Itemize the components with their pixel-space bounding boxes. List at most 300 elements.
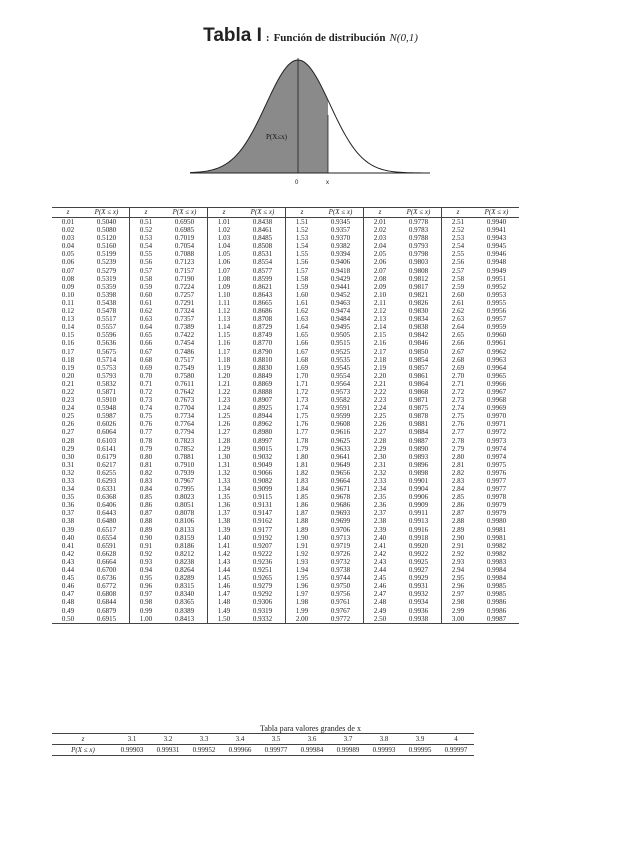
- z-cell: 1.70: [286, 372, 319, 380]
- table-row: [52, 566, 519, 574]
- p-cell: 0.9382: [330, 242, 351, 251]
- p-cell: 0.9850: [408, 347, 429, 356]
- p-cell: 0.8599: [252, 274, 273, 283]
- p-cell: 0.9778: [408, 218, 429, 226]
- p-cell: 0.8944: [252, 412, 273, 421]
- z-cell: 1.47: [208, 590, 241, 598]
- z-cell: 2.31: [364, 461, 397, 469]
- p-cell: 0.8531: [252, 250, 273, 259]
- p-cell: 0.8830: [252, 363, 273, 372]
- p-cell: 0.5557: [96, 323, 117, 332]
- p-cell: 0.9177: [252, 525, 273, 534]
- z-cell: 0.76: [130, 420, 163, 428]
- p-cell: 0.9984: [486, 574, 507, 583]
- p-cell: 0.9772: [330, 614, 351, 623]
- p-cell: 0.9608: [330, 420, 351, 429]
- p-cell: 0.9938: [408, 614, 429, 623]
- p-cell: 0.5793: [96, 371, 117, 380]
- large-values-p-row: [52, 745, 474, 756]
- p-cell: 0.5753: [96, 363, 117, 372]
- z-cell: 2.81: [442, 461, 475, 469]
- large-p-cell: 0.99903: [120, 746, 144, 754]
- z-cell: 2.78: [442, 437, 475, 445]
- p-cell: 0.9783: [408, 226, 429, 235]
- p-cell: 0.9830: [408, 307, 429, 316]
- z-cell: 1.10: [208, 291, 241, 299]
- p-cell: 0.6179: [96, 452, 117, 461]
- p-cell: 0.9719: [330, 541, 351, 550]
- p-cell: 0.7486: [174, 347, 195, 356]
- z-cell: 1.53: [286, 234, 319, 242]
- p-cell: 0.9953: [486, 290, 507, 299]
- p-cell: 0.5359: [96, 282, 117, 291]
- p-cell: 0.9452: [330, 290, 351, 299]
- z-cell: 0.38: [61, 517, 75, 526]
- p-cell: 0.9969: [486, 404, 507, 413]
- p-cell: 0.9934: [408, 598, 429, 607]
- z-cell: 2.57: [442, 267, 475, 275]
- z-cell: 0.84: [130, 485, 163, 493]
- z-cell: 1.93: [286, 558, 319, 566]
- z-cell: 0.05: [61, 250, 75, 259]
- z-cell: 1.54: [286, 242, 319, 250]
- z-cell: 1.95: [286, 574, 319, 582]
- z-cell: 2.17: [364, 348, 397, 356]
- z-cell: 0.02: [61, 226, 75, 235]
- z-cell: 0.65: [130, 331, 163, 339]
- large-p-cell: 0.99931: [156, 746, 180, 754]
- header-p: P(X ≤ x): [240, 208, 286, 218]
- p-cell: 0.8980: [252, 428, 273, 437]
- z-cell: 1.59: [286, 283, 319, 291]
- p-cell: 0.9976: [486, 468, 507, 477]
- z-cell: 2.86: [442, 501, 475, 509]
- z-cell: 1.66: [286, 339, 319, 347]
- z-cell: 1.20: [208, 372, 241, 380]
- p-cell: 0.9686: [330, 501, 351, 510]
- z-cell: 2.35: [364, 493, 397, 501]
- z-cell: 1.78: [286, 437, 319, 445]
- z-cell: 0.63: [130, 315, 163, 323]
- z-cell: 0.96: [130, 582, 163, 590]
- p-cell: 0.6664: [96, 557, 117, 566]
- z-cell: 0.72: [130, 388, 163, 396]
- z-cell: 1.81: [286, 461, 319, 469]
- p-cell: 0.5438: [96, 298, 117, 307]
- z-cell: 0.34: [61, 485, 75, 494]
- p-cell: 0.6026: [96, 420, 117, 429]
- z-cell: 3.00: [442, 615, 475, 624]
- p-cell: 0.9971: [486, 420, 507, 429]
- z-cell: 0.92: [130, 550, 163, 558]
- p-cell: 0.9049: [252, 460, 273, 469]
- p-cell: 0.9474: [330, 307, 351, 316]
- z-cell: 0.16: [61, 339, 75, 348]
- z-cell: 2.55: [442, 250, 475, 258]
- p-cell: 0.5987: [96, 412, 117, 421]
- z-cell: 0.61: [130, 299, 163, 307]
- p-cell: 0.9981: [486, 533, 507, 542]
- z-cell: 2.47: [364, 590, 397, 598]
- z-cell: 1.60: [286, 291, 319, 299]
- p-cell: 0.9756: [330, 590, 351, 599]
- p-cell: 0.8790: [252, 347, 273, 356]
- z-cell: 0.79: [130, 445, 163, 453]
- table-row: [52, 493, 519, 501]
- z-cell: 2.50: [364, 615, 397, 624]
- header-z: z: [364, 208, 397, 218]
- z-cell: 2.48: [364, 598, 397, 606]
- p-cell: 0.5199: [96, 250, 117, 259]
- z-cell: 1.02: [208, 226, 241, 234]
- p-cell: 0.9884: [408, 428, 429, 437]
- p-cell: 0.9649: [330, 460, 351, 469]
- p-cell: 0.6628: [96, 549, 117, 558]
- p-cell: 0.8888: [252, 387, 273, 396]
- table-row: [52, 428, 519, 436]
- z-cell: 1.69: [286, 364, 319, 372]
- p-cell: 0.9946: [486, 250, 507, 259]
- table-row: [52, 275, 519, 283]
- z-cell: 1.80: [286, 453, 319, 461]
- z-cell: 1.85: [286, 493, 319, 501]
- z-cell: 1.15: [208, 331, 241, 339]
- table-row: [52, 477, 519, 485]
- z-cell: 2.10: [364, 291, 397, 299]
- z-cell: 0.35: [61, 493, 75, 502]
- table-row: [52, 526, 519, 534]
- z-cell: 0.11: [62, 298, 74, 307]
- z-cell: 2.64: [442, 323, 475, 331]
- z-cell: 0.58: [130, 275, 163, 283]
- z-cell: 2.90: [442, 534, 475, 542]
- z-cell: 2.22: [364, 388, 397, 396]
- z-cell: 0.10: [61, 290, 75, 299]
- p-cell: 0.8389: [174, 606, 195, 615]
- p-cell: 0.6950: [174, 218, 195, 226]
- header-z: z: [208, 208, 241, 218]
- z-cell: 2.71: [442, 380, 475, 388]
- p-cell: 0.9881: [408, 420, 429, 429]
- large-p-cell: 0.99952: [192, 746, 216, 754]
- z-cell: 0.22: [61, 387, 75, 396]
- p-cell: 0.9641: [330, 452, 351, 461]
- z-cell: 0.80: [130, 453, 163, 461]
- z-cell: 1.18: [208, 356, 241, 364]
- z-cell: 0.26: [61, 420, 75, 429]
- p-cell: 0.9535: [330, 355, 351, 364]
- p-cell: 0.8643: [252, 290, 273, 299]
- header-p: P(X ≤ x): [474, 208, 519, 218]
- p-cell: 0.8078: [174, 509, 195, 518]
- p-cell: 0.9982: [486, 541, 507, 550]
- z-cell: 1.43: [208, 558, 241, 566]
- z-cell: 1.88: [286, 517, 319, 525]
- p-cell: 0.8686: [252, 307, 273, 316]
- z-cell: 1.79: [286, 445, 319, 453]
- p-cell: 0.9963: [486, 355, 507, 364]
- header-p: P(X ≤ x): [162, 208, 208, 218]
- p-cell: 0.8106: [174, 517, 195, 526]
- p-cell: 0.9964: [486, 363, 507, 372]
- z-cell: 1.84: [286, 485, 319, 493]
- p-cell: 0.9418: [330, 266, 351, 275]
- p-cell: 0.9952: [486, 282, 507, 291]
- table-row: [52, 323, 519, 331]
- p-cell: 0.9803: [408, 258, 429, 267]
- p-cell: 0.8621: [252, 282, 273, 291]
- z-cell: 0.69: [130, 364, 163, 372]
- p-cell: 0.9967: [486, 387, 507, 396]
- p-cell: 0.9834: [408, 315, 429, 324]
- z-cell: 1.76: [286, 420, 319, 428]
- z-cell: 1.97: [286, 590, 319, 598]
- table-row: [52, 420, 519, 428]
- p-cell: 0.9633: [330, 444, 351, 453]
- p-cell: 0.7611: [175, 379, 194, 388]
- z-cell: 1.68: [286, 356, 319, 364]
- p-cell: 0.8212: [174, 549, 195, 558]
- z-cell: 2.89: [442, 526, 475, 534]
- z-cell: 1.49: [208, 607, 241, 615]
- p-cell: 0.9918: [408, 533, 429, 542]
- p-cell: 0.9904: [408, 485, 429, 494]
- z-cell: 1.75: [286, 412, 319, 420]
- z-cell: 1.11: [208, 299, 241, 307]
- z-cell: 1.86: [286, 501, 319, 509]
- p-cell: 0.9726: [330, 549, 351, 558]
- z-cell: 2.51: [442, 218, 475, 227]
- table-row: [52, 509, 519, 517]
- p-cell: 0.9441: [330, 282, 351, 291]
- table-row: [52, 501, 519, 509]
- p-cell: 0.9986: [486, 598, 507, 607]
- p-cell: 0.9981: [486, 525, 507, 534]
- table-row: [52, 534, 519, 542]
- z-cell: 1.62: [286, 307, 319, 315]
- z-cell: 2.72: [442, 388, 475, 396]
- p-cell: 0.6591: [96, 541, 117, 550]
- z-cell: 1.06: [208, 258, 241, 266]
- z-cell: 0.44: [61, 566, 75, 575]
- p-cell: 0.6331: [96, 485, 117, 494]
- z-cell: 0.30: [61, 452, 75, 461]
- z-cell: 1.34: [208, 485, 241, 493]
- p-cell: 0.5714: [96, 355, 117, 364]
- p-cell: 0.9842: [408, 331, 429, 340]
- p-cell: 0.9429: [330, 274, 351, 283]
- p-cell: 0.9878: [408, 412, 429, 421]
- z-cell: 1.73: [286, 396, 319, 404]
- p-cell: 0.7157: [174, 266, 195, 275]
- p-cell: 0.9732: [330, 557, 351, 566]
- p-cell: 0.9929: [408, 574, 429, 583]
- z-cell: 2.58: [442, 275, 475, 283]
- p-cell: 0.5120: [96, 234, 117, 243]
- large-values-p-label: P(X ≤ x): [71, 746, 95, 754]
- p-cell: 0.9015: [252, 444, 273, 453]
- z-cell: 1.09: [208, 283, 241, 291]
- z-cell: 1.67: [286, 348, 319, 356]
- table-row: [52, 348, 519, 356]
- table-row: [52, 582, 519, 590]
- p-cell: 0.9147: [252, 509, 273, 518]
- p-cell: 0.9838: [408, 323, 429, 332]
- p-cell: 0.9505: [330, 331, 351, 340]
- p-cell: 0.9896: [408, 460, 429, 469]
- p-cell: 0.5675: [96, 347, 117, 356]
- z-cell: 2.19: [364, 364, 397, 372]
- p-cell: 0.9066: [252, 468, 273, 477]
- z-cell: 2.80: [442, 453, 475, 461]
- p-cell: 0.9985: [486, 590, 507, 599]
- p-cell: 0.9131: [252, 501, 273, 510]
- z-cell: 0.39: [61, 525, 75, 534]
- z-cell: 0.13: [61, 315, 75, 324]
- p-cell: 0.6064: [96, 428, 117, 437]
- p-cell: 0.7852: [174, 444, 195, 453]
- p-cell: 0.7389: [174, 323, 195, 332]
- p-cell: 0.9812: [408, 274, 429, 283]
- z-cell: 2.16: [364, 339, 397, 347]
- p-cell: 0.9192: [252, 533, 273, 542]
- p-cell: 0.7734: [174, 412, 195, 421]
- z-cell: 1.50: [208, 615, 241, 624]
- z-cell: 2.30: [364, 453, 397, 461]
- p-cell: 0.8577: [252, 266, 273, 275]
- p-cell: 0.9887: [408, 436, 429, 445]
- p-cell: 0.9948: [486, 258, 507, 267]
- table-row: [52, 574, 519, 582]
- z-cell: 2.79: [442, 445, 475, 453]
- p-cell: 0.9979: [486, 509, 507, 518]
- p-cell: 0.9319: [252, 606, 273, 615]
- p-cell: 0.8365: [174, 598, 195, 607]
- p-cell: 0.7673: [174, 396, 195, 405]
- z-cell: 1.03: [208, 234, 241, 242]
- p-cell: 0.9599: [330, 412, 351, 421]
- table-row: [52, 218, 519, 227]
- z-cell: 2.41: [364, 542, 397, 550]
- z-cell: 0.12: [61, 307, 75, 316]
- z-cell: 0.90: [130, 534, 163, 542]
- p-cell: 0.8925: [252, 404, 273, 413]
- p-cell: 0.9962: [486, 347, 507, 356]
- z-cell: 2.77: [442, 428, 475, 436]
- p-cell: 0.9977: [486, 485, 507, 494]
- z-cell: 0.25: [61, 412, 75, 421]
- z-cell: 2.82: [442, 469, 475, 477]
- z-cell: 0.64: [130, 323, 163, 331]
- p-cell: 0.9798: [408, 250, 429, 259]
- table-row: [52, 517, 519, 525]
- p-cell: 0.9966: [486, 379, 507, 388]
- p-cell: 0.9909: [408, 501, 429, 510]
- p-cell: 0.6808: [96, 590, 117, 599]
- p-cell: 0.9394: [330, 250, 351, 259]
- z-cell: 0.56: [130, 258, 163, 266]
- z-cell: 1.08: [208, 275, 241, 283]
- z-cell: 0.37: [61, 509, 75, 518]
- z-cell: 0.24: [61, 404, 75, 413]
- z-cell: 2.25: [364, 412, 397, 420]
- p-cell: 0.8461: [252, 226, 273, 235]
- p-cell: 0.8438: [252, 218, 273, 226]
- z-cell: 0.88: [130, 517, 163, 525]
- p-cell: 0.9985: [486, 582, 507, 591]
- z-cell: 0.46: [61, 582, 75, 591]
- z-cell: 1.16: [208, 339, 241, 347]
- p-cell: 0.8907: [252, 396, 273, 405]
- z-cell: 1.63: [286, 315, 319, 323]
- p-cell: 0.9545: [330, 363, 351, 372]
- header-z: z: [286, 208, 319, 218]
- z-cell: 2.20: [364, 372, 397, 380]
- z-cell: 0.60: [130, 291, 163, 299]
- p-cell: 0.8413: [174, 614, 195, 623]
- p-cell: 0.8997: [252, 436, 273, 445]
- p-cell: 0.9332: [252, 614, 273, 623]
- z-cell: 0.19: [61, 363, 75, 372]
- z-cell: 1.25: [208, 412, 241, 420]
- p-cell: 0.9975: [486, 460, 507, 469]
- p-cell: 0.9965: [486, 371, 507, 380]
- p-cell: 0.8264: [174, 566, 195, 575]
- z-cell: 2.92: [442, 550, 475, 558]
- p-cell: 0.9984: [486, 566, 507, 575]
- table-row: [52, 267, 519, 275]
- z-cell: 0.49: [61, 606, 75, 615]
- z-cell: 0.33: [61, 477, 75, 485]
- z-cell: 2.46: [364, 582, 397, 590]
- large-values-z-label: z: [52, 734, 114, 745]
- p-cell: 0.9987: [486, 614, 507, 623]
- z-cell: 0.15: [61, 331, 75, 340]
- z-cell: 1.27: [208, 428, 241, 436]
- p-cell: 0.8810: [252, 355, 273, 364]
- z-cell: 1.57: [286, 267, 319, 275]
- z-cell: 0.62: [130, 307, 163, 315]
- z-cell: 0.98: [130, 598, 163, 606]
- z-cell: 2.76: [442, 420, 475, 428]
- p-cell: 0.9115: [253, 493, 272, 502]
- p-cell: 0.5832: [96, 379, 117, 388]
- z-cell: 1.35: [208, 493, 241, 501]
- table-row: [52, 242, 519, 250]
- p-cell: 0.6217: [96, 460, 117, 469]
- z-cell: 1.42: [208, 550, 241, 558]
- z-cell: 0.71: [130, 380, 163, 388]
- z-cell: 1.17: [208, 348, 241, 356]
- p-cell: 0.9968: [486, 396, 507, 405]
- p-cell: 0.9940: [486, 218, 507, 226]
- z-cell: 1.39: [208, 526, 241, 534]
- table-row: [52, 607, 519, 615]
- p-cell: 0.9956: [486, 307, 507, 316]
- p-cell: 0.8340: [174, 590, 195, 599]
- z-cell: 1.37: [208, 509, 241, 517]
- z-cell: 2.68: [442, 356, 475, 364]
- z-cell: 1.99: [286, 607, 319, 615]
- p-cell: 0.8051: [174, 501, 195, 510]
- z-cell: 2.39: [364, 526, 397, 534]
- large-values-z-row: [52, 734, 474, 745]
- p-cell: 0.8554: [252, 258, 273, 267]
- z-cell: 2.42: [364, 550, 397, 558]
- p-cell: 0.9370: [330, 234, 351, 243]
- z-cell: 1.33: [208, 477, 241, 485]
- z-cell: 2.15: [364, 331, 397, 339]
